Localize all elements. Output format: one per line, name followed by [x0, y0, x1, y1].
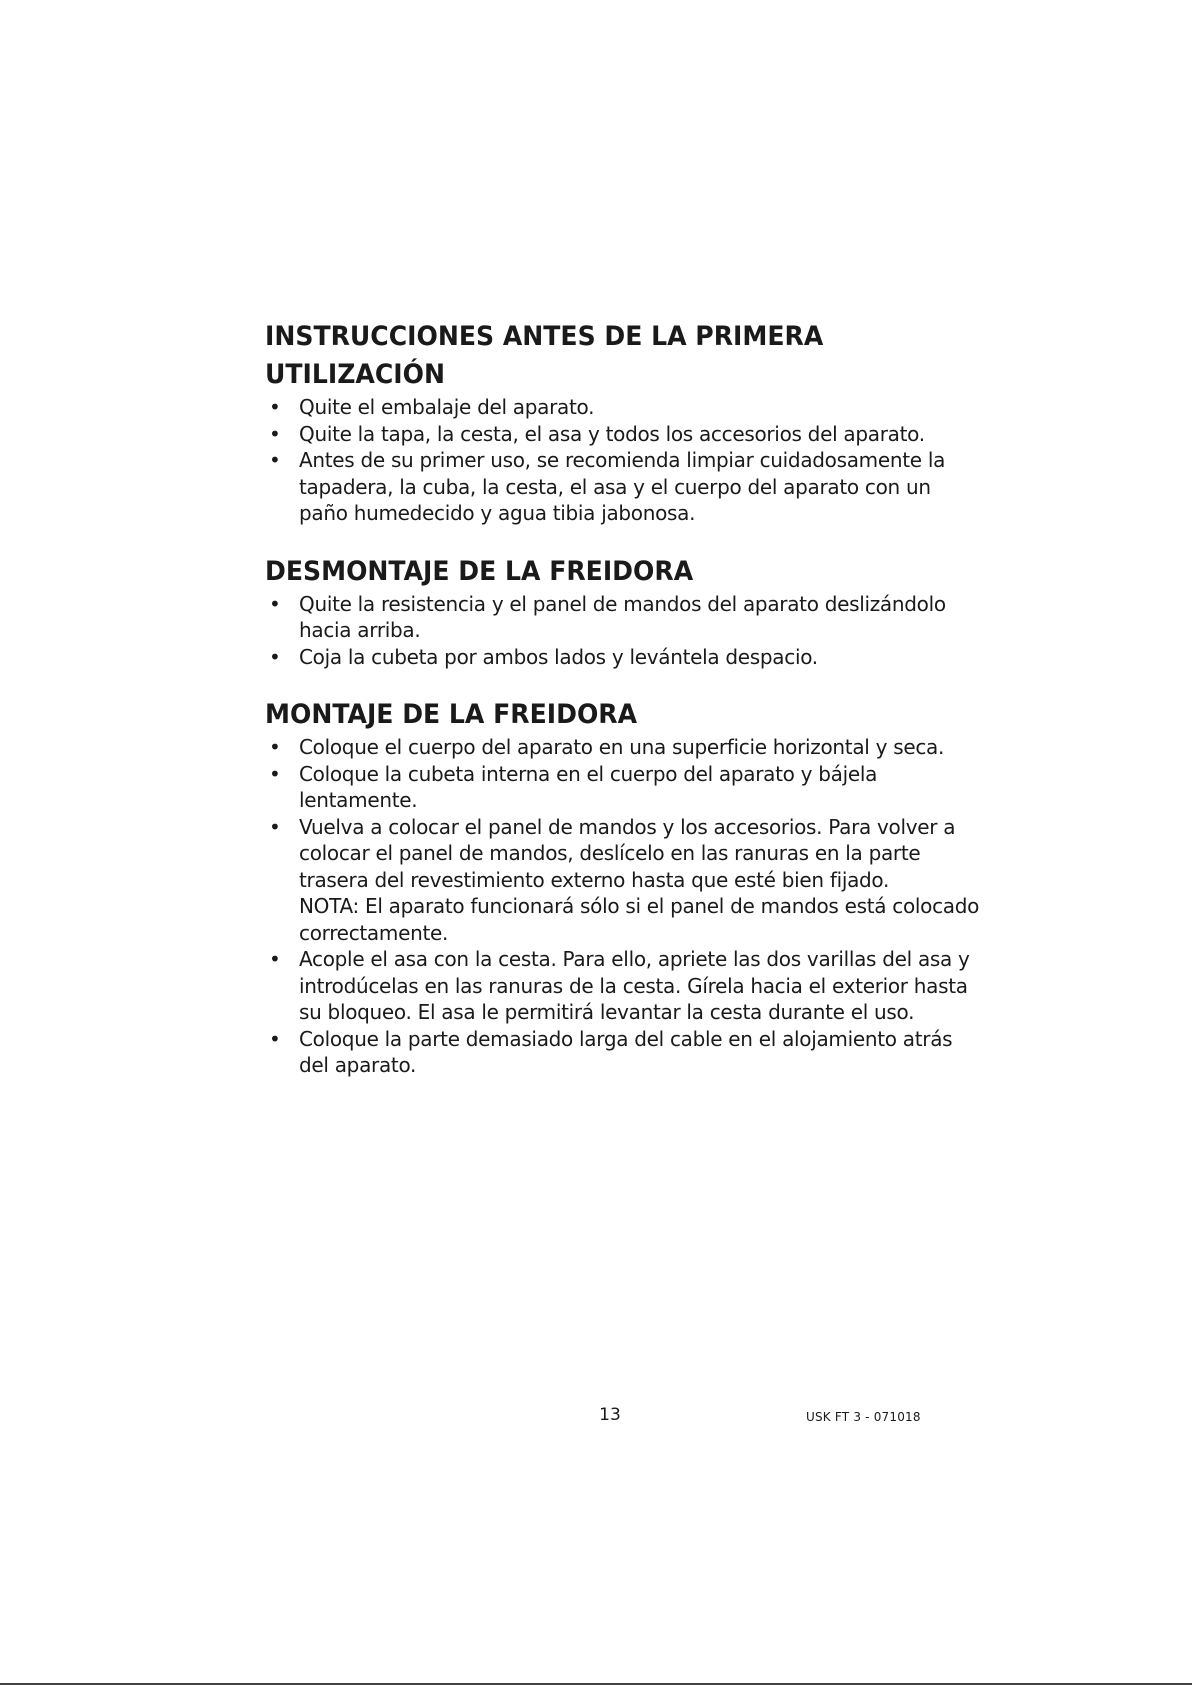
section-title-first-use: INSTRUCCIONES ANTES DE LA PRIMERA UTILIZACIÓN — [265, 321, 824, 390]
bullet-icon: • — [269, 947, 281, 971]
bullet-icon: • — [269, 421, 281, 446]
note-text: NOTA: El aparato funcionará sólo si el panel de mandos está colocado correctamente. — [299, 894, 980, 945]
bullet-icon: • — [269, 761, 281, 786]
page-number: 13 — [599, 1405, 621, 1425]
list-item: • Antes de su primer uso, se recomienda limpiar cuidadosamente la tapadera, la cuba, la cesta, el asa y el cuerpo del aparato con un paño humedecido y agua tibia jabonosa. — [269, 448, 946, 525]
bullet-icon: • — [269, 1026, 281, 1051]
list-item: • Quite el embalaje del aparato. — [269, 395, 595, 419]
assembly-list — [265, 734, 985, 1079]
list-item: • Coloque la parte demasiado larga del cable en el alojamiento atrás del aparato. — [269, 1026, 953, 1077]
list-item: • Vuelva a colocar el panel de mandos y los accesorios. Para volver a colocar el panel de mandos, deslícelo en las ranuras en la parte trasera del revestimiento externo hasta que esté bien fijado. NOTA: El aparato funcionará sólo si el panel de mandos está colocado correctamente. — [265, 814, 985, 947]
section-title-disassembly: DESMONTAJE DE LA FREIDORA — [265, 555, 694, 587]
first-use-list — [265, 394, 985, 527]
bullet-icon: • — [269, 814, 281, 839]
bullet-icon: • — [269, 644, 281, 669]
section-title-assembly: MONTAJE DE LA FREIDORA — [265, 699, 638, 730]
list-item: • Coloque la cubeta interna en el cuerpo del aparato y bájela lentamente. — [269, 761, 878, 812]
list-item: • Acople el asa con la cesta. Para ello, apriete las dos varillas del asa y introdúcelas en las ranuras de la cesta. Gírela hacia el exterior hasta su bloqueo. El asa le permitirá levantar la cesta durante el uso. — [269, 947, 970, 1024]
bullet-icon: • — [269, 448, 281, 472]
bullet-icon: • — [269, 735, 281, 759]
disassembly-list — [265, 591, 985, 671]
list-item: • Coja la cubeta por ambos lados y levántela despacio. — [269, 644, 818, 669]
list-item: • Quite la resistencia y el panel de mandos del aparato deslizándolo hacia arriba. — [269, 591, 946, 642]
bullet-icon: • — [269, 395, 281, 419]
document-code: USK FT 3 - 071018 — [806, 1410, 921, 1424]
list-item: • Quite la tapa, la cesta, el asa y todos los accesorios del aparato. — [269, 421, 925, 446]
document-body — [265, 318, 985, 1079]
list-item: • Coloque el cuerpo del aparato en una superficie horizontal y seca. — [269, 735, 945, 759]
bullet-icon: • — [269, 591, 281, 616]
